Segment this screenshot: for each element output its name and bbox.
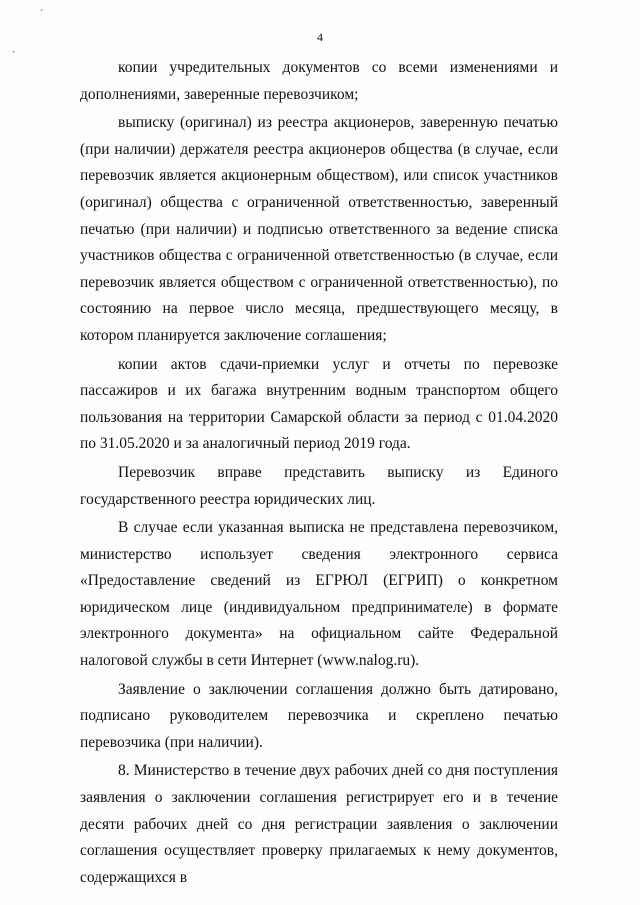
document-body: [80, 55, 558, 891]
scan-mark: ˊ: [40, 9, 44, 20]
paragraph-shareholder-register: выписку (оригинал) из реестра акционеров, заверенную печатью (при наличии) держателя реестра акционеров общества (в случае, если перевозчик является акционерным обществом), или список участников (оригинал) общества с ограниченной ответственностью, заверенный печатью (при наличии) и подписью ответственного за ведение списка участников общества с ограниченной ответственностью (в случае, если перевозчик является обществом с ограниченной ответственностью), по состоянию на первое число месяца, предшествующего месяцу, в котором планируется заключение соглашения;: [80, 114, 558, 344]
page-number: 4: [317, 30, 323, 44]
paragraph-charter-documents: копии учредительных документов со всеми изменениями и дополнениями, заверенные перевозчиком;: [80, 59, 558, 103]
paragraph-acceptance-acts: копии актов сдачи-приемки услуг и отчеты по перевозке пассажиров и их багажа внутренним водным транспортом общего пользования на территории Самарской области за период с 01.04.2020 по 31.05.2020 и за аналогичный период 2019 года.: [80, 355, 558, 453]
paragraph-electronic-service: В случае если указанная выписка не представлена перевозчиком, министерство использует сведения электронного сервиса «Предоставление сведений из ЕГРЮЛ (ЕГРИП) о конкретном юридическом лице (индивидуальном предпринимателе) в формате электронного документа» на официальном сайте Федеральной налоговой службы в сети Интернет (www.nalog.ru).: [80, 519, 558, 670]
paragraph-registry-extract: Перевозчик вправе представить выписку из Единого государственного реестра юридических лиц.: [80, 463, 558, 508]
scan-mark: ˏ: [12, 42, 16, 53]
paragraph-application-dated: Заявление о заключении соглашения должно быть датировано, подписано руководителем перевозчика и скреплено печатью перевозчика (при наличии).: [80, 680, 558, 751]
paragraph-item-8: 8. Министерство в течение двух рабочих дней со дня поступления заявления о заключении соглашения регистрирует его и в течение десяти рабочих дней со дня регистрации заявления о заключении соглашения осуществляет проверку прилагаемых к нему документов, содержащихся в: [80, 762, 558, 886]
